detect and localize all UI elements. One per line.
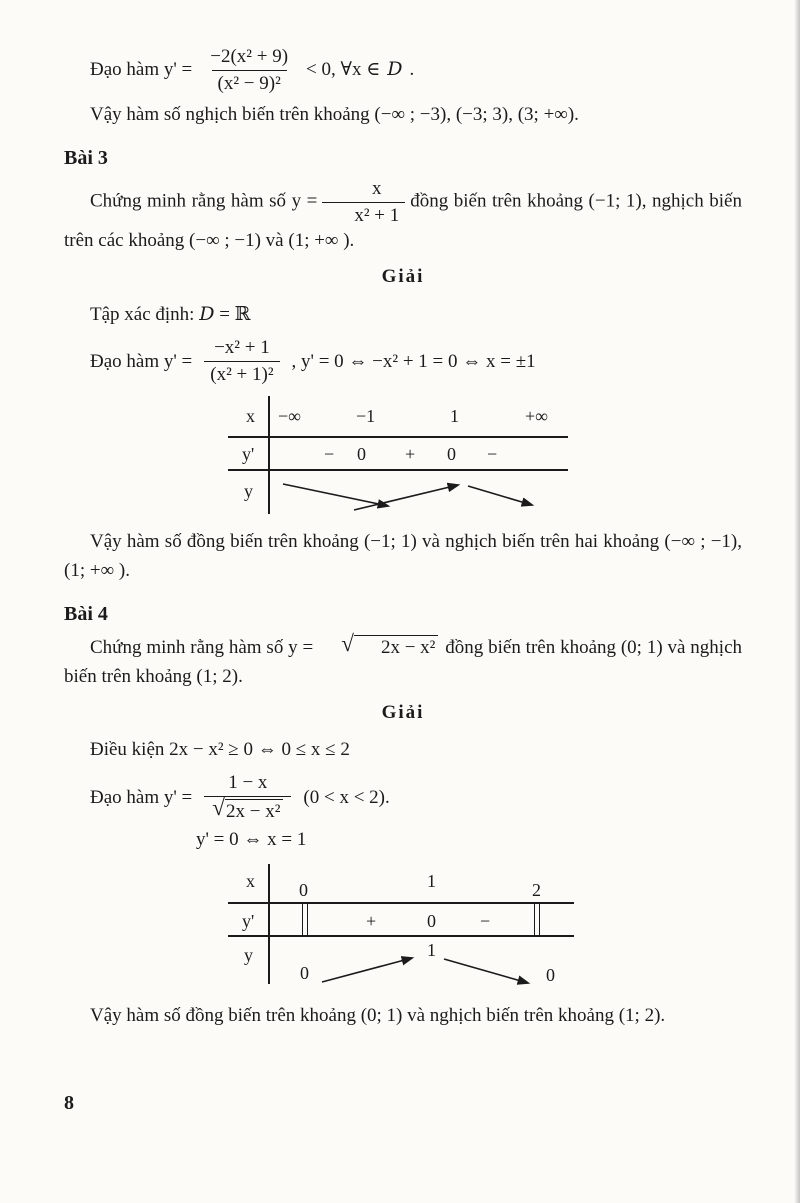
bai4-conclusion: Vậy hàm số đồng biến trên khoảng (0; 1) và nghịch biến trên khoảng (1; 2). — [90, 1005, 666, 1027]
yprime-sign: − — [487, 444, 498, 465]
table-horizontal-rule — [228, 902, 574, 904]
square-root — [212, 794, 283, 824]
bai4-derivative-line — [64, 772, 742, 824]
arrow-increasing-icon — [354, 485, 458, 510]
table-horizontal-rule — [228, 436, 568, 438]
table-horizontal-rule — [228, 935, 574, 937]
fraction-numerator: −x² + 1 — [214, 337, 270, 359]
yprime-sign: 0 — [447, 444, 456, 465]
fraction — [204, 337, 279, 386]
fraction-numerator: x — [372, 178, 382, 200]
bai3-domain-line — [64, 300, 742, 330]
derivative-prefix-text: Đạo hàm y' = — [90, 787, 193, 808]
derivative-suffix-text: , y' = 0 ⇔ −x² + 1 = 0 ⇔ x = ±1 — [291, 350, 536, 372]
giai-heading: Giải — [381, 702, 425, 724]
bai3-conclusion: Vậy hàm số đồng biến trên khoảng (−1; 1) và nghịch biến trên hai khoảng (−∞ ; −1), (1; +∞ ). — [64, 531, 742, 581]
bai3-statement — [64, 178, 742, 255]
bai3-derivative-line — [64, 337, 742, 386]
statement-prefix-text: Chứng minh rằng hàm số y = — [90, 637, 314, 659]
arrow-decreasing-icon — [468, 486, 532, 505]
bai4-condition-line: Điều kiện 2x − x² ≥ 0 ⇔ 0 ≤ x ≤ 2 — [90, 738, 350, 760]
table-yprime-label: y' — [242, 911, 255, 932]
x-value: +∞ — [525, 406, 548, 427]
bai4-statement — [64, 631, 742, 691]
x-value: 0 — [299, 880, 308, 901]
fraction-denominator: x² + 1 — [322, 202, 405, 227]
yprime-sign: + — [405, 444, 416, 465]
monotonic-arrows — [272, 948, 572, 990]
script-d-symbol: D — [199, 302, 215, 325]
yprime-sign: 0 — [427, 911, 436, 932]
y-value: 0 — [546, 965, 555, 986]
bai2-derivative-line — [64, 46, 742, 95]
derivative-suffix-text: (0 < x < 2). — [303, 787, 390, 808]
arrow-decreasing-icon — [444, 959, 528, 983]
bai4-heading: Bài 4 — [64, 603, 108, 626]
statement-suffix-text: đồng biến trên khoảng (−1; 1), nghịch biến trên các khoảng (−∞ ; −1) và (1; +∞ ). — [64, 190, 742, 251]
derivative-prefix-text: Đạo hàm y' = — [90, 350, 193, 372]
fraction — [204, 772, 291, 824]
yprime-sign: + — [366, 911, 377, 932]
table-vertical-rule — [268, 864, 270, 984]
bai4-derivative-zero-line: y' = 0 ⇔ x = 1 — [196, 828, 307, 850]
fraction-numerator: 1 − x — [228, 772, 268, 794]
x-value: 1 — [450, 406, 459, 427]
fraction — [322, 178, 405, 227]
y-value: 0 — [300, 963, 309, 984]
table-x-label: x — [246, 871, 255, 892]
table-y-label: y — [244, 945, 253, 966]
yprime-sign: − — [480, 911, 491, 932]
fraction-denominator — [204, 796, 291, 824]
y-value: 1 — [427, 940, 436, 961]
radical-icon: √ — [341, 631, 354, 658]
yprime-sign: − — [324, 444, 335, 465]
fraction — [204, 46, 294, 95]
double-bar-icon — [534, 903, 540, 935]
x-value: −∞ — [278, 406, 301, 427]
script-d-symbol: D — [387, 58, 403, 81]
variation-table-bai3 — [228, 396, 568, 516]
statement-prefix-text: Chứng minh rằng hàm số y = — [90, 190, 318, 212]
domain-prefix-text: Tập xác định: — [90, 303, 195, 325]
radical-icon: √ — [212, 794, 225, 821]
bai3-heading: Bài 3 — [64, 147, 108, 170]
statement-suffix-text: đồng biến trên khoảng (0; 1) và nghịch biến trên khoảng (1; 2). — [64, 637, 742, 687]
arrow-increasing-icon — [322, 958, 412, 982]
period-text: . — [409, 59, 415, 81]
radicand-text: 2x − x² — [225, 799, 283, 824]
table-y-label: y — [244, 481, 253, 502]
x-value: −1 — [356, 406, 376, 427]
double-bar-icon — [302, 903, 308, 935]
giai-heading: Giải — [381, 266, 425, 288]
monotonic-arrows — [270, 478, 570, 516]
table-horizontal-rule — [228, 469, 568, 471]
fraction-denominator: (x² − 9)² — [212, 70, 287, 95]
fraction-denominator: (x² + 1)² — [204, 361, 279, 386]
domain-suffix-text: = ℝ — [219, 303, 251, 325]
arrow-decreasing-icon — [283, 484, 388, 506]
variation-table-bai4 — [228, 864, 574, 992]
square-root — [315, 631, 438, 660]
x-value: 2 — [532, 880, 541, 901]
x-value: 1 — [427, 871, 436, 892]
radicand-text: 2x − x² — [354, 635, 438, 660]
derivative-prefix-text: Đạo hàm y' = — [90, 59, 193, 81]
page-number: 8 — [64, 1092, 74, 1114]
bai2-conclusion: Vậy hàm số nghịch biến trên khoảng (−∞ ; −3), (−3; 3), (3; +∞). — [90, 103, 579, 125]
table-x-label: x — [246, 406, 255, 427]
inequality-text: < 0, ∀x ∈ — [306, 59, 381, 81]
fraction-numerator: −2(x² + 9) — [210, 46, 289, 67]
table-yprime-label: y' — [242, 444, 255, 465]
yprime-sign: 0 — [357, 444, 366, 465]
